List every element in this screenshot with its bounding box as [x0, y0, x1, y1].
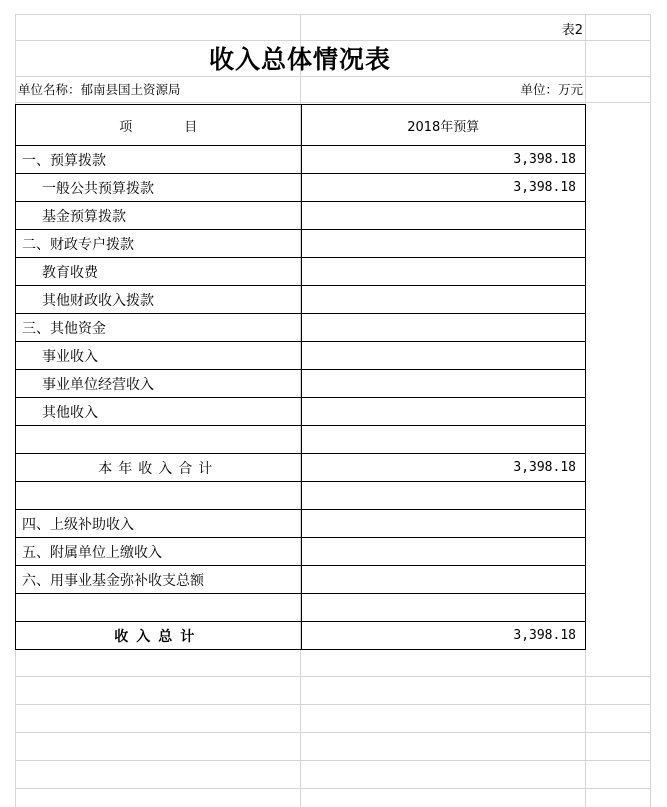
- total-value-cell[interactable]: 3,398.18: [301, 622, 586, 650]
- table-row: [16, 174, 586, 202]
- gridline: [15, 676, 650, 677]
- row-label-cell[interactable]: 其他收入: [16, 398, 302, 426]
- table-row: [16, 426, 586, 454]
- row-value-cell[interactable]: [301, 202, 586, 230]
- table-row: [16, 146, 586, 174]
- row-value-cell[interactable]: [301, 398, 586, 426]
- row-label-cell[interactable]: 四、上级补助收入: [16, 510, 302, 538]
- row-label-cell[interactable]: 其他财政收入拨款: [16, 286, 302, 314]
- gridline: [15, 760, 650, 761]
- row-value-cell[interactable]: [301, 370, 586, 398]
- table-row: [16, 594, 586, 622]
- table-row: [16, 566, 586, 594]
- gridline: [15, 732, 650, 733]
- gridline: [15, 76, 650, 77]
- row-label-cell[interactable]: 教育收费: [16, 258, 302, 286]
- table-row: [16, 258, 586, 286]
- row-label-cell[interactable]: 一、预算拨款: [16, 146, 302, 174]
- unit-name-label: 单位名称：郁南县国土资源局: [18, 82, 181, 97]
- row-label-cell[interactable]: 一般公共预算拨款: [16, 174, 302, 202]
- gridline: [650, 14, 651, 807]
- row-label-cell[interactable]: 五、附属单位上缴收入: [16, 538, 302, 566]
- gridline: [15, 704, 650, 705]
- header-item-left: 项: [119, 119, 133, 135]
- gridline: [15, 14, 650, 15]
- page-title: 收入总体情况表: [208, 45, 391, 74]
- row-label-cell[interactable]: 事业收入: [16, 342, 302, 370]
- row-label-cell[interactable]: [16, 482, 302, 510]
- row-value-cell[interactable]: [301, 342, 586, 370]
- unit-label: 单位：万元: [520, 82, 583, 97]
- row-value-cell[interactable]: [301, 510, 586, 538]
- header-item-cell[interactable]: [16, 105, 302, 146]
- header-budget-cell[interactable]: 2018年预算: [301, 105, 586, 146]
- row-value-cell[interactable]: 3,398.18: [301, 174, 586, 202]
- table-row: [16, 314, 586, 342]
- row-label-cell[interactable]: [16, 594, 302, 622]
- row-label-cell[interactable]: 事业单位经营收入: [16, 370, 302, 398]
- subtotal-label-cell[interactable]: 本年收入合计: [16, 454, 302, 482]
- row-label-cell[interactable]: 二、财政专户拨款: [16, 230, 302, 258]
- table-header-row: [16, 105, 586, 146]
- table-row: [16, 482, 586, 510]
- row-label-cell[interactable]: [16, 426, 302, 454]
- row-value-cell[interactable]: [301, 426, 586, 454]
- table-row: [16, 286, 586, 314]
- table-row: [16, 398, 586, 426]
- subtotal-value-cell[interactable]: 3,398.18: [301, 454, 586, 482]
- gridline: [15, 102, 650, 103]
- header-item-right: 目: [184, 119, 198, 135]
- table-row: [16, 538, 586, 566]
- table-row: [16, 342, 586, 370]
- table-row: [16, 510, 586, 538]
- row-label-cell[interactable]: 基金预算拨款: [16, 202, 302, 230]
- table-row: [16, 370, 586, 398]
- row-value-cell[interactable]: [301, 286, 586, 314]
- table-row-subtotal: [16, 454, 586, 482]
- gridline: [15, 788, 650, 789]
- total-label-cell[interactable]: 收入总计: [16, 622, 302, 650]
- table-row: [16, 230, 586, 258]
- row-value-cell[interactable]: [301, 566, 586, 594]
- table-row: [16, 202, 586, 230]
- row-value-cell[interactable]: [301, 314, 586, 342]
- row-value-cell[interactable]: [301, 482, 586, 510]
- row-value-cell[interactable]: [301, 538, 586, 566]
- table-row-total: [16, 622, 586, 650]
- income-table: [15, 104, 586, 650]
- sheet-label: 表2: [561, 23, 583, 38]
- row-value-cell[interactable]: [301, 258, 586, 286]
- row-value-cell[interactable]: [301, 594, 586, 622]
- row-value-cell[interactable]: 3,398.18: [301, 146, 586, 174]
- row-label-cell[interactable]: 三、其他资金: [16, 314, 302, 342]
- row-label-cell[interactable]: 六、用事业基金弥补收支总额: [16, 566, 302, 594]
- row-value-cell[interactable]: [301, 230, 586, 258]
